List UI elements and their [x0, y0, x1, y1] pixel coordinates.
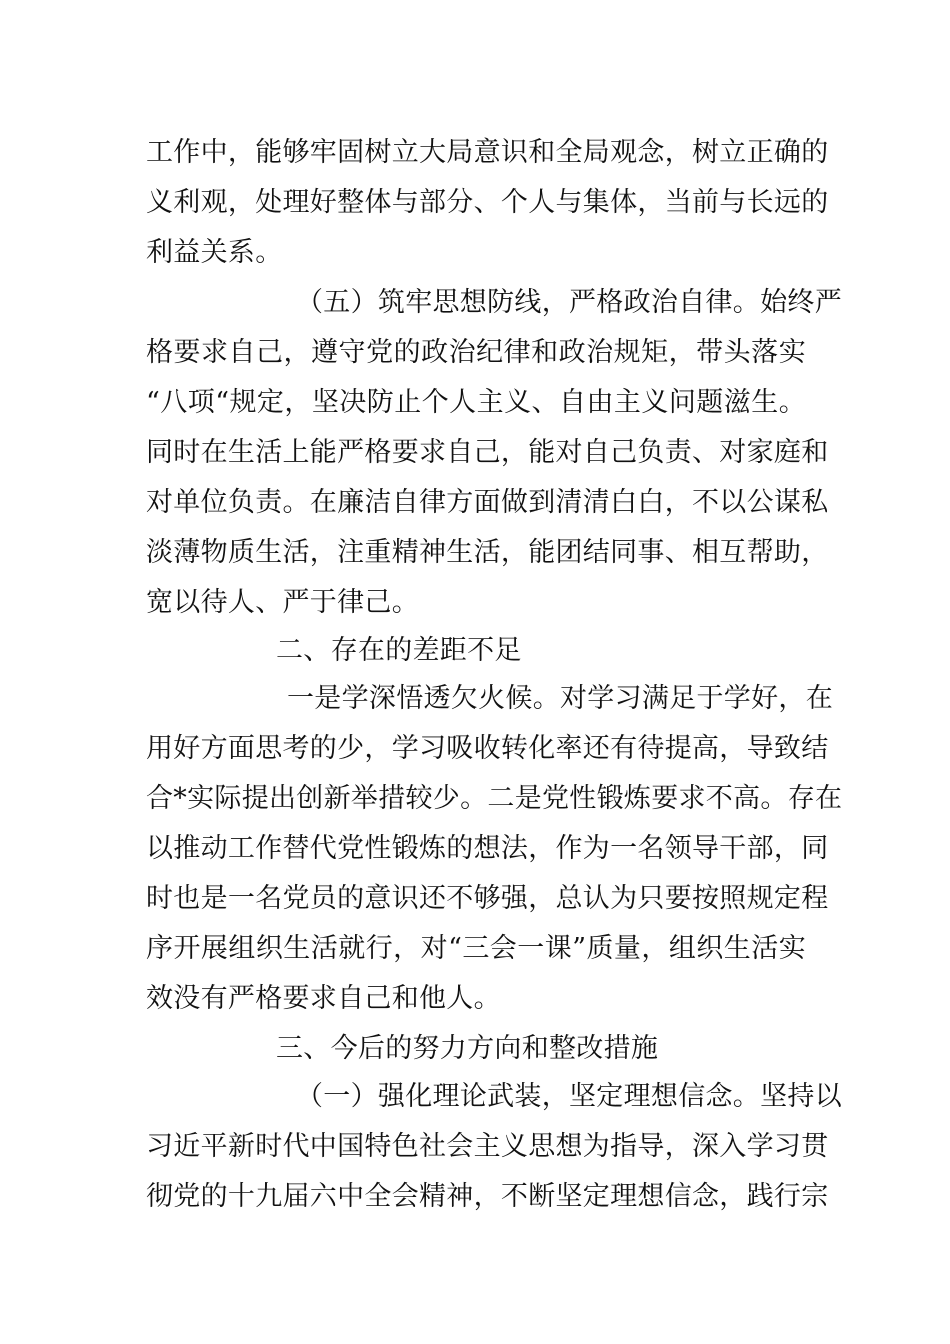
- text-line: 彻党的十九届六中全会精神，不断坚定理想信念，践行宗: [146, 1181, 829, 1212]
- text-line: “八项“规定，坚决防止个人主义、自由主义问题滋生。: [146, 387, 806, 418]
- text-line: 淡薄物质生活，注重精神生活，能团结同事、相互帮助，: [146, 537, 829, 568]
- section-heading-line: （五）筑牢思想防线，严格政治自律。始终严: [296, 287, 842, 318]
- text-line: 利益关系。: [146, 237, 283, 268]
- text-line: 时也是一名党员的意识还不够强，总认为只要按照规定程: [146, 883, 829, 914]
- text-line: 序开展组织生活就行，对“三会一课”质量，组织生活实: [146, 933, 806, 964]
- section-title: 三、今后的努力方向和整改措施: [276, 1033, 659, 1064]
- section-heading-line: （一）强化理论武装，坚定理想信念。坚持以: [296, 1081, 842, 1112]
- text-line: 用好方面思考的少，学习吸收转化率还有待提高，导致结: [146, 733, 829, 764]
- section-title: 二、存在的差距不足: [276, 635, 522, 666]
- text-line: 义利观，处理好整体与部分、个人与集体，当前与长远的: [146, 187, 829, 218]
- text-line: 效没有严格要求自己和他人。: [146, 983, 501, 1014]
- text-line: 宽以待人、严于律己。: [146, 587, 419, 618]
- text-line: 以推动工作替代党性锻炼的想法，作为一名领导干部，同: [146, 833, 829, 864]
- text-line: 合*实际提出创新举措较少。二是党性锻炼要求不高。存在: [146, 783, 843, 814]
- text-line: 工作中，能够牢固树立大局意识和全局观念，树立正确的: [146, 137, 829, 168]
- text-line: 同时在生活上能严格要求自己，能对自己负责、对家庭和: [146, 437, 829, 468]
- text-line: 一是学深悟透欠火候。对学习满足于学好，在: [287, 683, 833, 714]
- text-line: 格要求自己，遵守党的政治纪律和政治规矩，带头落实: [146, 337, 806, 368]
- text-line: 对单位负责。在廉洁自律方面做到清清白白，不以公谋私: [146, 487, 829, 518]
- text-line: 习近平新时代中国特色社会主义思想为指导，深入学习贯: [146, 1131, 829, 1162]
